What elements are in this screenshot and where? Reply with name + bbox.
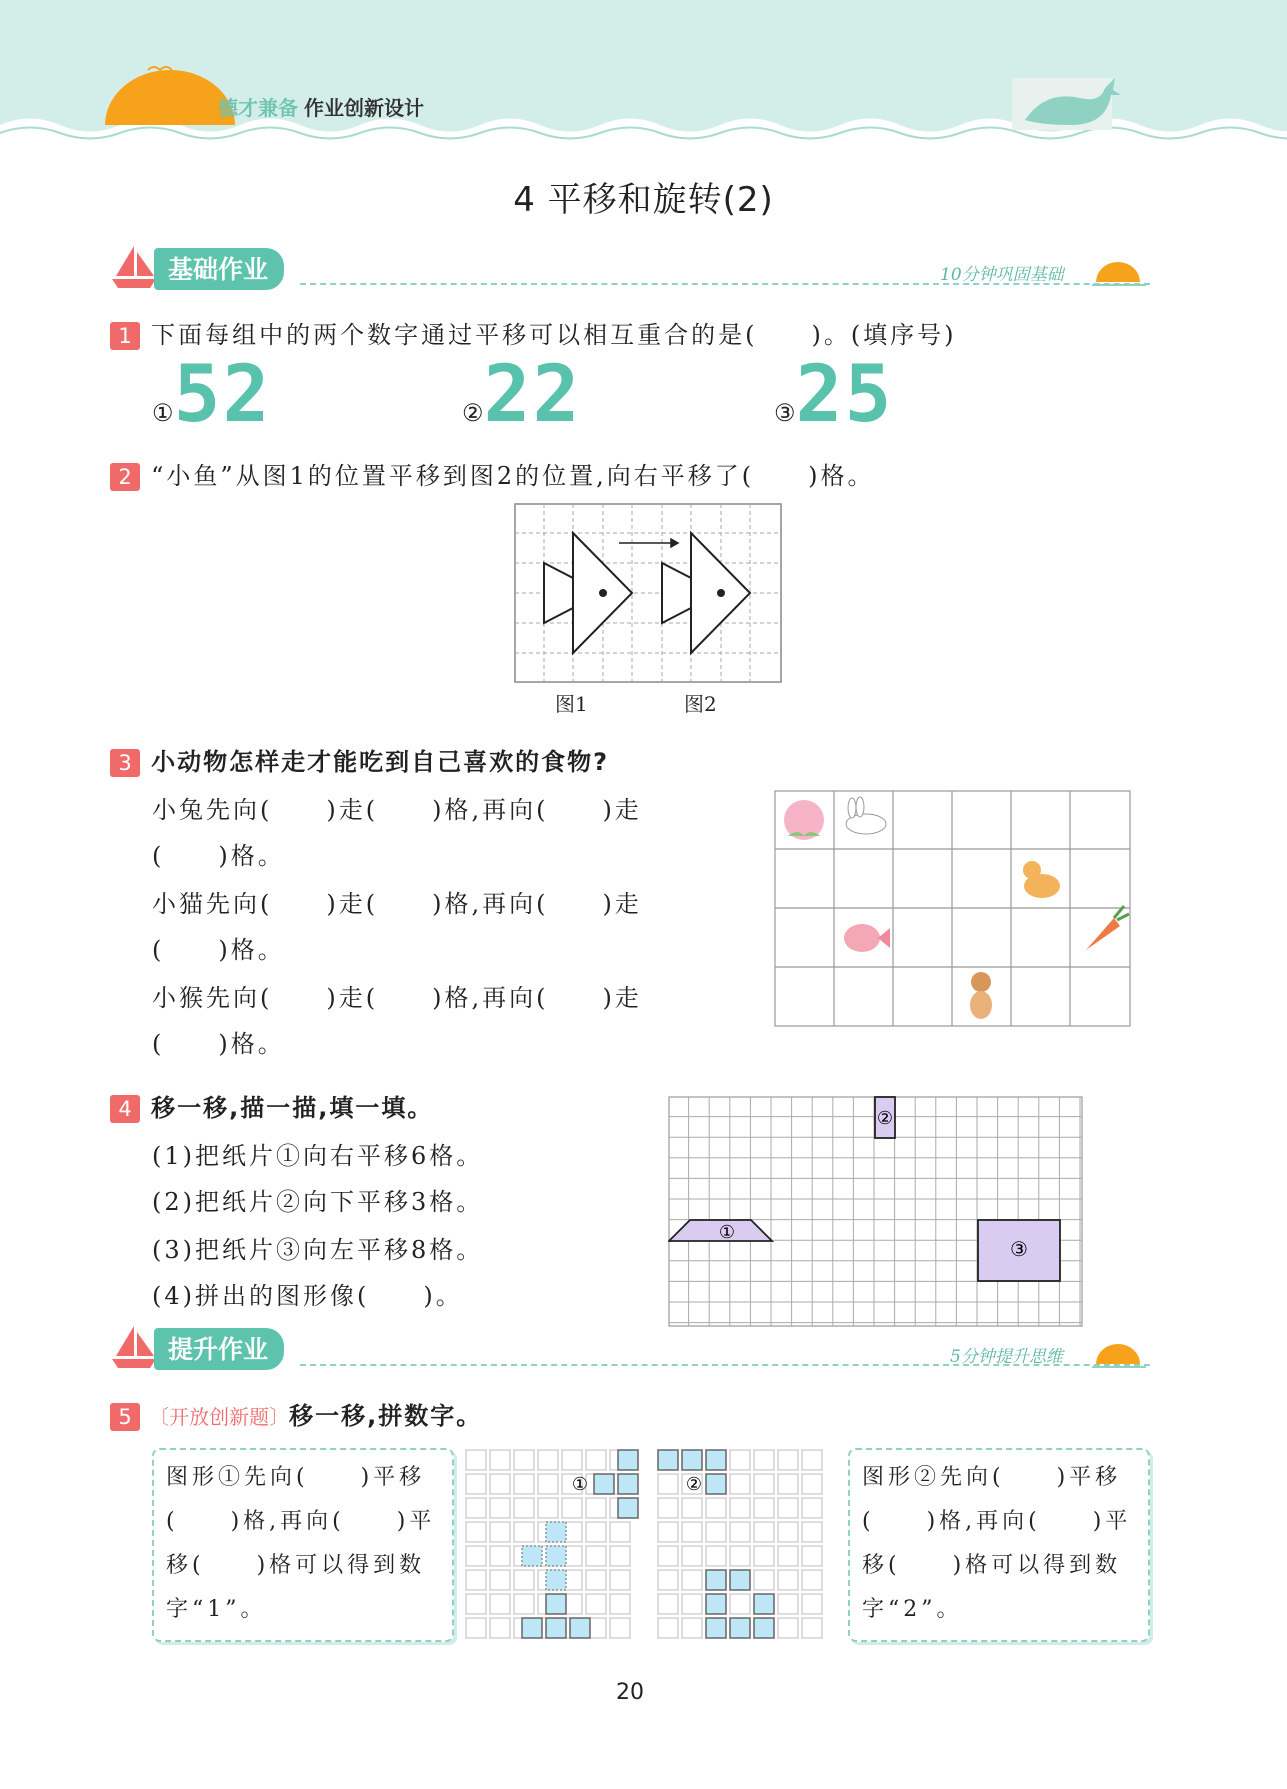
q5-left-line-4: 字“1”。 [166, 1597, 267, 1622]
q5-left-line-3: 移( )格可以得到数 [166, 1553, 426, 1578]
paper-piece-1-label: ① [718, 1222, 736, 1243]
monkey-icon [970, 972, 992, 1019]
shape-2-label: ② [685, 1474, 703, 1495]
brand-part-a: 德才兼备 [218, 96, 298, 120]
question-2 [110, 456, 875, 491]
q5-right-line-1: 图形②先向( )平移 [862, 1465, 1122, 1490]
option-digits: 25 [795, 350, 894, 440]
question-number: 1 [110, 322, 140, 350]
q4-line-3: (3)把纸片③向左平移8格。 [152, 1236, 484, 1264]
sailboat-icon [110, 242, 160, 290]
rabbit-icon [846, 797, 886, 834]
q5-right-line-4: 字“2”。 [862, 1597, 963, 1622]
fig1-caption: 图1 [555, 692, 588, 716]
animal-food-grid [774, 790, 1132, 1028]
whale-icon [1012, 78, 1121, 130]
paper-grid [668, 1096, 1084, 1328]
q5-right-box [848, 1448, 1150, 1642]
section-advanced-label: 提升作业 [154, 1328, 284, 1370]
option-mark: ③ [774, 399, 796, 427]
q5-right-line-2: ( )格,再向( )平 [862, 1509, 1132, 1534]
question-number: 2 [110, 463, 140, 491]
q3-line-2: ( )格。 [152, 842, 285, 870]
question-number: 4 [110, 1095, 140, 1123]
q5-left-line-2: ( )格,再向( )平 [166, 1509, 436, 1534]
question-tag: 〔开放创新题〕 [149, 1405, 290, 1429]
paper-piece-2-label: ② [876, 1108, 894, 1129]
section-basic-note: 10分钟巩固基础 [940, 265, 1064, 285]
q1-option-2 [462, 350, 582, 440]
question-5 [110, 1396, 482, 1431]
question-text: 移一移,描一描,填一填。 [151, 1094, 434, 1122]
question-text: “小鱼”从图1的位置平移到图2的位置,向右平移了( )格。 [151, 462, 875, 490]
q3-line-6: ( )格。 [152, 1030, 285, 1058]
paper-piece-3 [978, 1220, 1060, 1281]
question-text: 移一移,拼数字。 [289, 1402, 483, 1430]
page-number: 20 [616, 1680, 644, 1705]
question-3 [110, 742, 609, 777]
cat-icon [1023, 861, 1060, 898]
page-title: 4 平移和旋转(2) [513, 180, 774, 220]
question-1 [110, 315, 957, 350]
q5-left-box [152, 1448, 454, 1642]
section-advanced-note: 5分钟提升思维 [950, 1347, 1063, 1367]
sun-icon [105, 70, 235, 125]
fig2-caption: 图2 [684, 692, 717, 716]
q3-line-5: 小猴先向( )走( )格,再向( )走 [152, 984, 642, 1012]
fish-grid-figure [514, 503, 784, 683]
shape-1-label: ① [571, 1474, 589, 1495]
option-digits: 52 [173, 350, 272, 440]
carrot-icon [1086, 906, 1129, 950]
section-basic-label: 基础作业 [154, 248, 284, 290]
question-text: 下面每组中的两个数字通过平移可以相互重合的是( )。(填序号) [151, 321, 957, 349]
q3-line-3: 小猫先向( )走( )格,再向( )走 [152, 890, 642, 918]
q4-line-2: (2)把纸片②向下平移3格。 [152, 1188, 484, 1216]
question-number: 3 [110, 749, 140, 777]
brand-part-b: 作业创新设计 [304, 96, 424, 120]
q3-line-4: ( )格。 [152, 936, 285, 964]
paper-piece-2 [875, 1097, 895, 1138]
header-decoration [0, 0, 1287, 150]
q5-left-line-1: 图形①先向( )平移 [166, 1465, 426, 1490]
q5-right-line-3: 移( )格可以得到数 [862, 1553, 1122, 1578]
digit-puzzle-grids [464, 1448, 844, 1642]
question-4 [110, 1088, 433, 1123]
sun-icon [1090, 1334, 1150, 1374]
q1-option-3 [774, 350, 894, 440]
option-mark: ① [152, 399, 174, 427]
q4-line-1: (1)把纸片①向右平移6格。 [152, 1142, 484, 1170]
sun-icon [1090, 252, 1150, 292]
q3-line-1: 小兔先向( )走( )格,再向( )走 [152, 796, 642, 824]
brand-title [218, 92, 424, 121]
option-mark: ② [462, 399, 484, 427]
question-text: 小动物怎样走才能吃到自己喜欢的食物? [151, 748, 610, 776]
q1-option-1 [152, 350, 272, 440]
q4-line-4: (4)拼出的图形像( )。 [152, 1282, 463, 1310]
option-digits: 22 [483, 350, 582, 440]
fish-icon [844, 924, 890, 952]
peach-icon [784, 800, 824, 840]
sailboat-icon [110, 1322, 160, 1370]
paper-piece-3-label: ③ [1010, 1237, 1028, 1261]
question-number: 5 [110, 1403, 140, 1431]
